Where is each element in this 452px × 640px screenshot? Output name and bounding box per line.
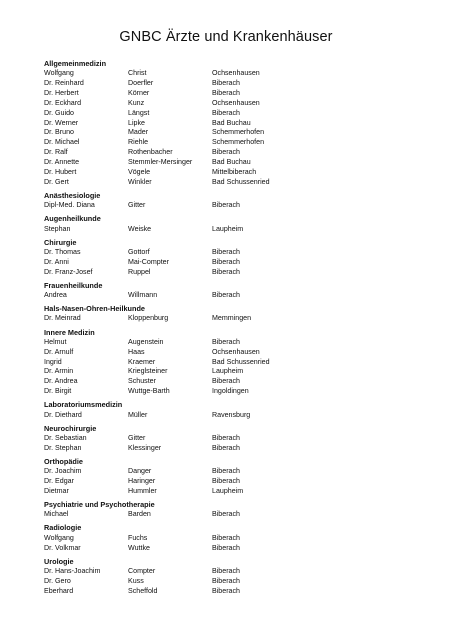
table-row — [44, 128, 424, 138]
table-row — [44, 138, 424, 148]
city: Biberach — [212, 148, 240, 157]
table-row — [44, 338, 424, 348]
section-augenheilkunde — [44, 214, 424, 234]
first-name: Dr. Reinhard — [44, 79, 84, 88]
last-name: Riehle — [128, 138, 149, 147]
table-row — [44, 314, 424, 324]
last-name: Doerfler — [128, 79, 154, 88]
last-name: Hummler — [128, 486, 157, 495]
section-heading: Hals-Nasen-Ohren-Heilkunde — [44, 304, 145, 314]
city: Biberach — [212, 267, 240, 276]
section-psychiatrie-und-psychotherapie — [44, 500, 424, 520]
city: Biberach — [212, 201, 240, 210]
first-name: Dr. Eckhard — [44, 98, 82, 107]
last-name: Schuster — [128, 377, 156, 386]
first-name: Dr. Edgar — [44, 477, 74, 486]
last-name: Kunz — [128, 98, 145, 107]
last-name: Haringer — [128, 477, 156, 486]
last-name: Weiske — [128, 224, 152, 233]
city: Bad Schussenried — [212, 357, 270, 366]
section-allgemeinmedizin — [44, 59, 424, 188]
first-name: Wolfgang — [44, 533, 74, 542]
last-name: Mai-Compter — [128, 257, 169, 266]
first-name: Dr. Armin — [44, 367, 74, 376]
table-row — [44, 178, 424, 188]
doctor-directory — [44, 59, 424, 600]
city: Mittelbiberach — [212, 167, 257, 176]
section-heading: Neurochirurgie — [44, 423, 97, 433]
last-name: Winkler — [128, 177, 152, 186]
city: Bad Schussenried — [212, 177, 270, 186]
city: Memmingen — [212, 314, 252, 323]
city: Biberach — [212, 337, 240, 346]
city: Biberach — [212, 467, 240, 476]
first-name: Eberhard — [44, 586, 74, 595]
table-row — [44, 119, 424, 129]
last-name: Gitter — [128, 201, 146, 210]
first-name: Stephan — [44, 224, 71, 233]
last-name: Kuss — [128, 576, 144, 585]
last-name: Kraemer — [128, 357, 156, 366]
table-row — [44, 348, 424, 358]
city: Biberach — [212, 108, 240, 117]
last-name: Längst — [128, 108, 150, 117]
table-row — [44, 377, 424, 387]
last-name: Ruppel — [128, 267, 151, 276]
table-row — [44, 201, 424, 211]
last-name: Müller — [128, 410, 148, 419]
section-frauenheilkunde — [44, 281, 424, 301]
city: Biberach — [212, 543, 240, 552]
city: Laupheim — [212, 367, 244, 376]
section-radiologie — [44, 523, 424, 553]
city: Biberach — [212, 586, 240, 595]
first-name: Dr. Franz-Josef — [44, 267, 93, 276]
last-name: Stemmler-Mersinger — [128, 157, 193, 166]
section-heading: Augenheilkunde — [44, 214, 101, 224]
section-heading: Psychiatrie und Psychotherapie — [44, 499, 155, 509]
section-innere-medizin — [44, 328, 424, 397]
table-row — [44, 358, 424, 368]
first-name: Andrea — [44, 291, 67, 300]
section-heading: Innere Medizin — [44, 327, 95, 337]
last-name: Haas — [128, 347, 145, 356]
city: Bad Buchau — [212, 118, 251, 127]
city: Biberach — [212, 477, 240, 486]
last-name: Barden — [128, 510, 151, 519]
city: Biberach — [212, 257, 240, 266]
city: Biberach — [212, 433, 240, 442]
section-chirurgie — [44, 238, 424, 278]
last-name: Willmann — [128, 291, 158, 300]
first-name: Dr. Diethard — [44, 410, 82, 419]
first-name: Dipl-Med. Diana — [44, 201, 95, 210]
last-name: Wuttge-Barth — [128, 387, 170, 396]
table-row — [44, 534, 424, 544]
city: Schemmerhofen — [212, 138, 265, 147]
table-row — [44, 109, 424, 119]
last-name: Rothenbacher — [128, 148, 173, 157]
last-name: Danger — [128, 467, 152, 476]
table-row — [44, 158, 424, 168]
section-hals-nasen-ohren-heilkunde — [44, 304, 424, 324]
last-name: Krieglsteiner — [128, 367, 168, 376]
last-name: Christ — [128, 69, 147, 78]
first-name: Dietmar — [44, 486, 69, 495]
first-name: Dr. Meinrad — [44, 314, 81, 323]
city: Biberach — [212, 567, 240, 576]
table-row — [44, 99, 424, 109]
last-name: Gottorf — [128, 247, 150, 256]
last-name: Augenstein — [128, 337, 164, 346]
table-row — [44, 467, 424, 477]
city: Laupheim — [212, 224, 244, 233]
section-heading: Frauenheilkunde — [44, 280, 103, 290]
section-neurochirurgie — [44, 424, 424, 454]
last-name: Gitter — [128, 433, 146, 442]
first-name: Dr. Ralf — [44, 148, 68, 157]
last-name: Klessinger — [128, 443, 162, 452]
first-name: Ingrid — [44, 357, 62, 366]
first-name: Dr. Hubert — [44, 167, 77, 176]
first-name: Dr. Thomas — [44, 247, 81, 256]
city: Schemmerhofen — [212, 128, 265, 137]
table-row — [44, 89, 424, 99]
table-row — [44, 367, 424, 377]
first-name: Dr. Herbert — [44, 89, 79, 98]
table-row — [44, 225, 424, 235]
first-name: Dr. Gert — [44, 177, 69, 186]
city: Ochsenhausen — [212, 347, 260, 356]
city: Biberach — [212, 443, 240, 452]
section-heading: Allgemeinmedizin — [44, 59, 107, 68]
first-name: Dr. Stephan — [44, 443, 82, 452]
section-heading: Chirurgie — [44, 237, 77, 247]
city: Laupheim — [212, 486, 244, 495]
section-orthopaedie — [44, 457, 424, 497]
last-name: Vögele — [128, 167, 151, 176]
first-name: Dr. Bruno — [44, 128, 74, 137]
table-row — [44, 387, 424, 397]
table-row — [44, 258, 424, 268]
first-name: Dr. Andrea — [44, 377, 78, 386]
first-name: Dr. Werner — [44, 118, 79, 127]
first-name: Dr. Sebastian — [44, 433, 87, 442]
first-name: Dr. Joachim — [44, 467, 82, 476]
first-name: Helmut — [44, 337, 67, 346]
last-name: Lipke — [128, 118, 145, 127]
first-name: Dr. Annette — [44, 157, 80, 166]
table-row — [44, 69, 424, 79]
last-name: Scheffold — [128, 586, 158, 595]
first-name: Dr. Michael — [44, 138, 80, 147]
last-name: Compter — [128, 567, 156, 576]
section-heading: Urologie — [44, 556, 74, 566]
table-row — [44, 487, 424, 497]
table-row — [44, 544, 424, 554]
table-row — [44, 268, 424, 278]
last-name: Wuttke — [128, 543, 150, 552]
city: Ochsenhausen — [212, 69, 260, 78]
last-name: Mader — [128, 128, 149, 137]
table-row — [44, 168, 424, 178]
last-name: Körner — [128, 89, 150, 98]
last-name: Kloppenburg — [128, 314, 169, 323]
table-row — [44, 444, 424, 454]
city: Biberach — [212, 79, 240, 88]
table-row — [44, 411, 424, 421]
city: Ochsenhausen — [212, 98, 260, 107]
city: Biberach — [212, 291, 240, 300]
first-name: Dr. Birgit — [44, 387, 72, 396]
table-row — [44, 79, 424, 89]
city: Ravensburg — [212, 410, 251, 419]
city: Bad Buchau — [212, 157, 251, 166]
section-urologie — [44, 557, 424, 597]
section-heading: Orthopädie — [44, 456, 83, 466]
first-name: Dr. Guido — [44, 108, 74, 117]
first-name: Dr. Anni — [44, 257, 69, 266]
table-row — [44, 477, 424, 487]
city: Biberach — [212, 510, 240, 519]
section-anaesthesiologie — [44, 191, 424, 211]
first-name: Michael — [44, 510, 69, 519]
city: Biberach — [212, 247, 240, 256]
city: Biberach — [212, 576, 240, 585]
section-heading: Radiologie — [44, 523, 82, 533]
first-name: Dr. Volkmar — [44, 543, 81, 552]
table-row — [44, 248, 424, 258]
first-name: Dr. Hans-Joachim — [44, 567, 101, 576]
table-row — [44, 510, 424, 520]
section-heading: Anästhesiologie — [44, 190, 101, 200]
last-name: Fuchs — [128, 533, 148, 542]
city: Ingoldingen — [212, 387, 249, 396]
first-name: Dr. Gero — [44, 576, 71, 585]
table-row — [44, 587, 424, 597]
table-row — [44, 291, 424, 301]
first-name: Dr. Arnulf — [44, 347, 74, 356]
table-row — [44, 148, 424, 158]
section-heading: Laboratoriumsmedizin — [44, 400, 123, 410]
table-row — [44, 567, 424, 577]
first-name: Wolfgang — [44, 69, 74, 78]
city: Biberach — [212, 377, 240, 386]
table-row — [44, 434, 424, 444]
table-row — [44, 577, 424, 587]
city: Biberach — [212, 533, 240, 542]
city: Biberach — [212, 89, 240, 98]
section-laboratoriumsmedizin — [44, 400, 424, 420]
page-title: GNBC Ärzte und Krankenhäuser — [119, 29, 333, 45]
